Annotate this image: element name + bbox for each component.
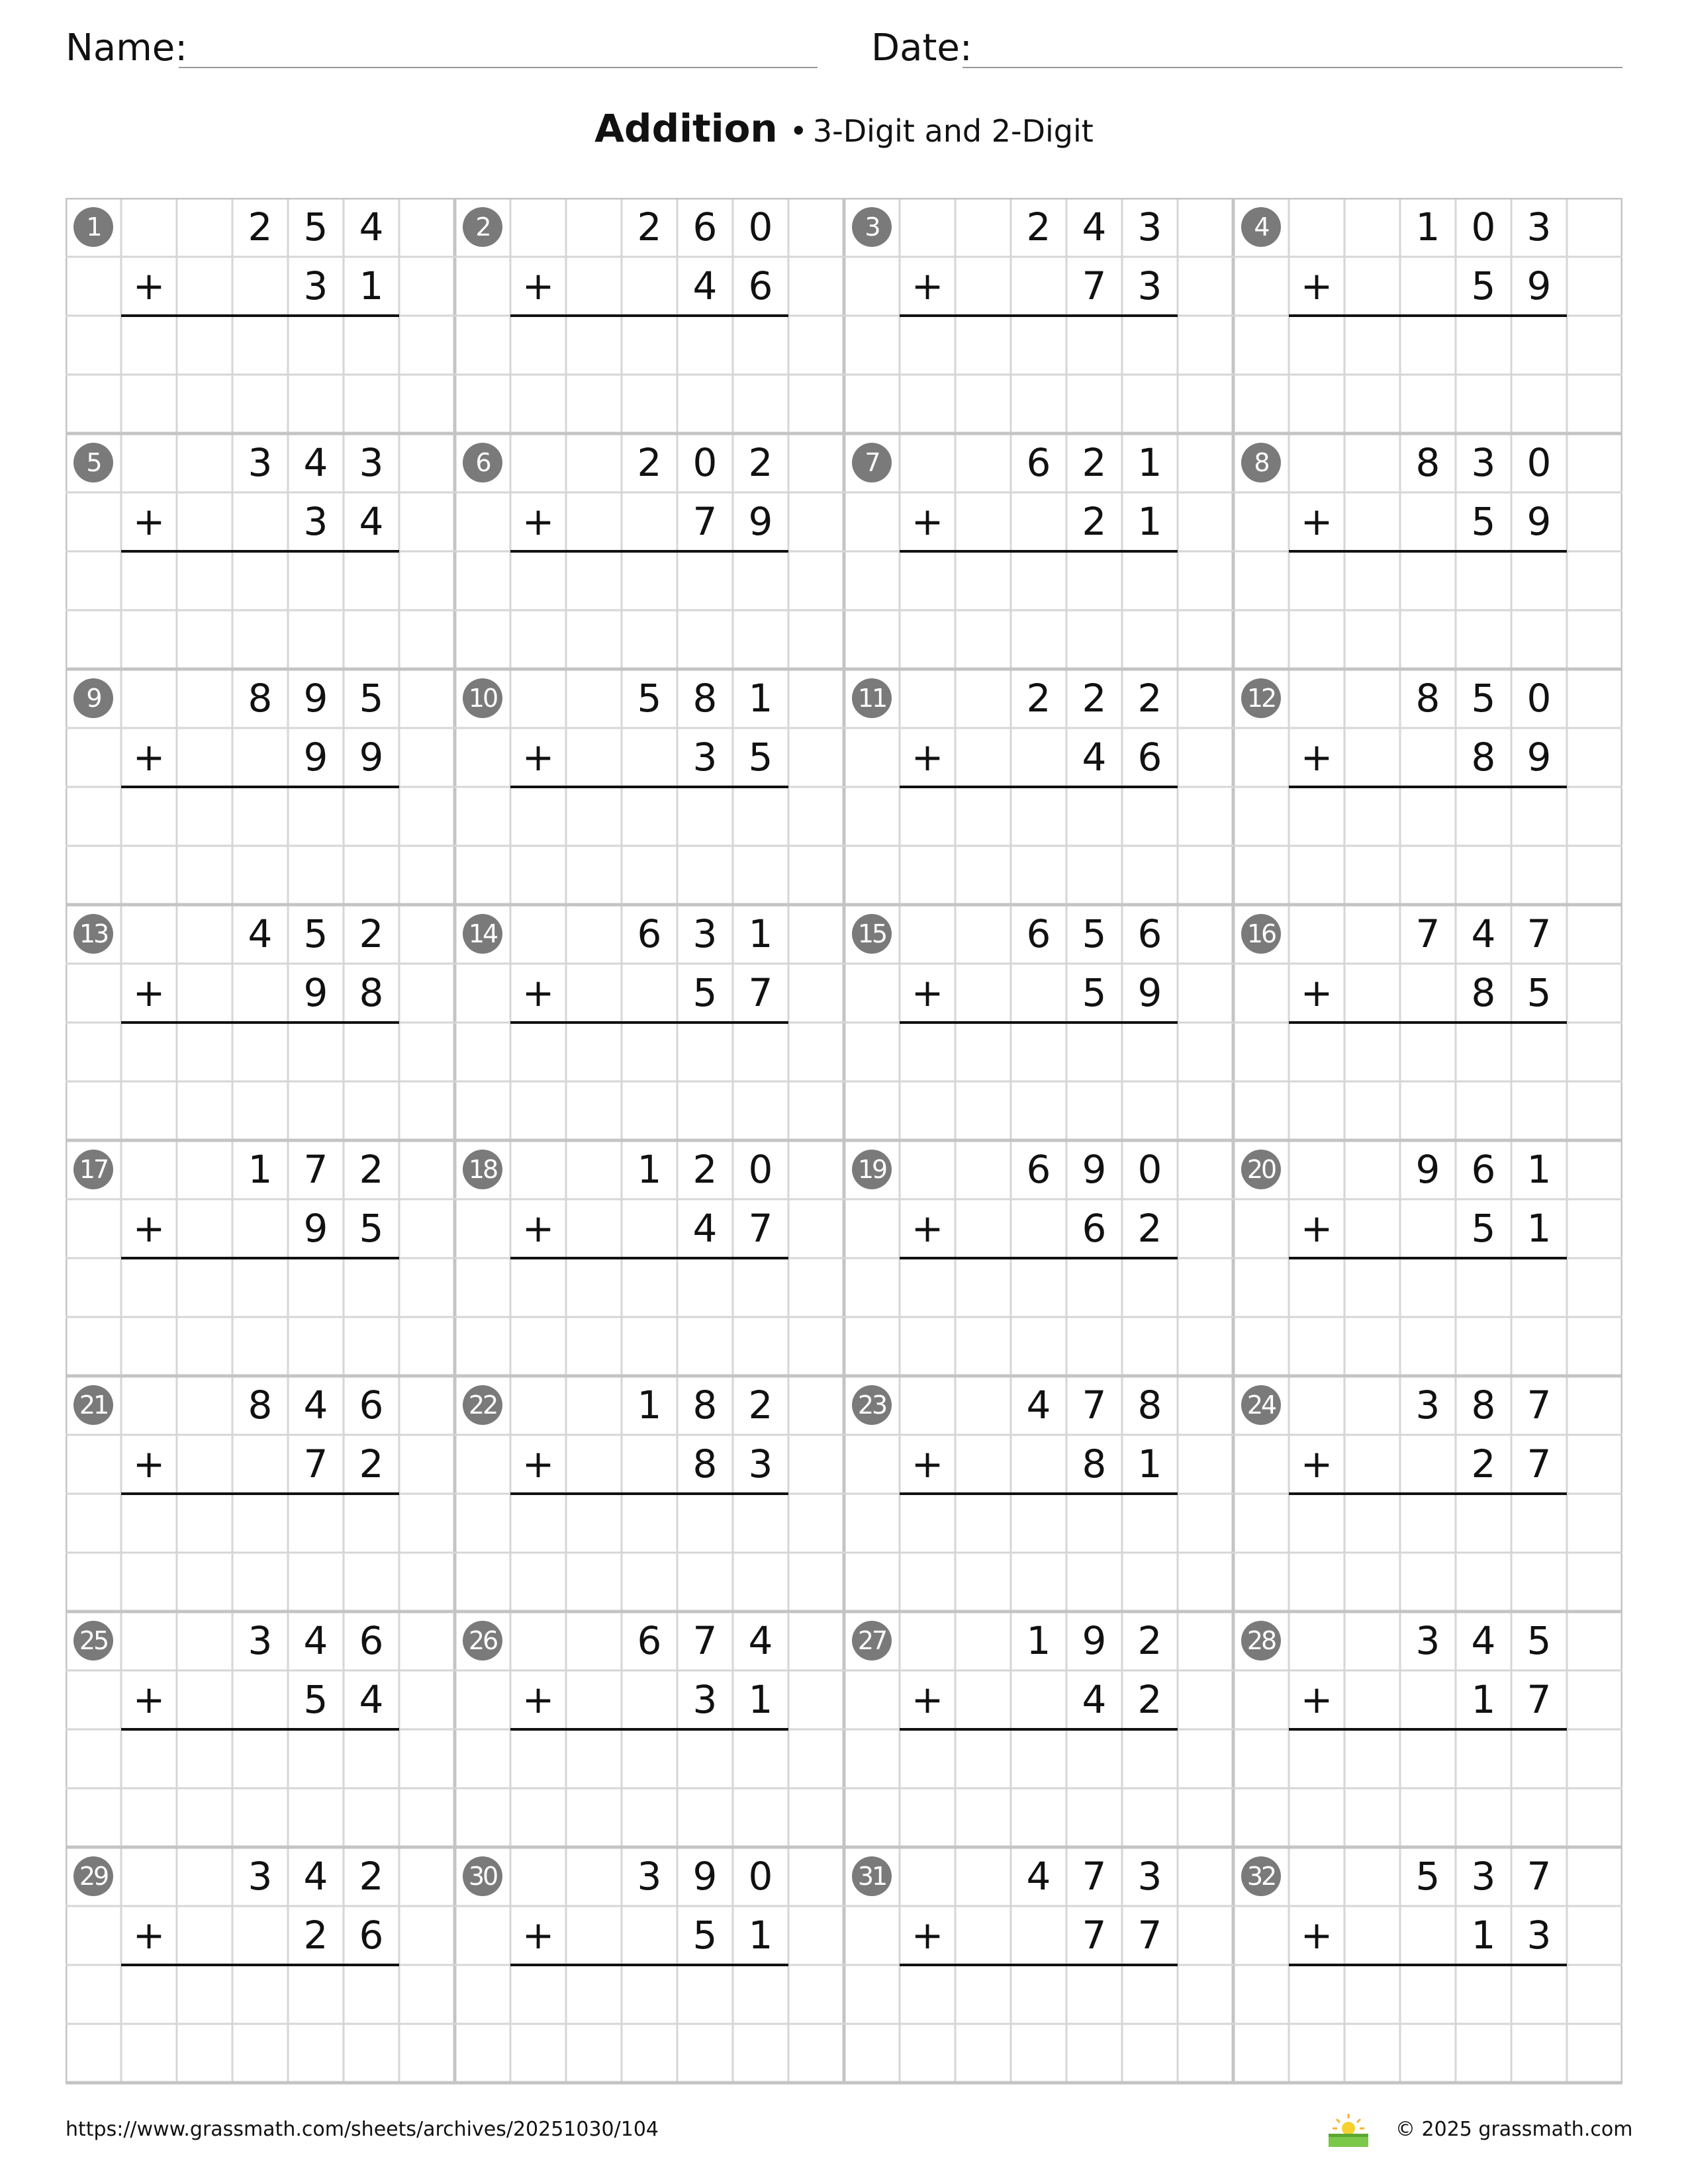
bottom-addend-digit: 7 [1082,263,1107,308]
top-addend-digit: 2 [1137,676,1162,721]
footer-copyright: © 2025 grassmath.com [1395,2118,1633,2141]
bottom-addend-digit: 9 [303,1206,328,1251]
bottom-addend-digit: 5 [1526,970,1552,1015]
plus-sign: + [522,1913,555,1958]
top-addend-digit: 5 [303,911,328,956]
top-addend-digit: 1 [748,911,773,956]
top-addend-digit: 6 [1471,1147,1496,1192]
plus-sign: + [522,499,555,544]
bottom-addend-digit: 5 [748,735,773,780]
problem-number-badge: 2 [463,207,502,247]
bottom-addend-digit: 9 [1526,499,1552,544]
top-addend-digit: 8 [248,1383,273,1428]
name-field-line[interactable] [179,67,818,68]
top-addend-digit: 3 [248,1618,273,1663]
problem-number-badge: 5 [73,443,113,482]
bottom-addend-digit: 7 [1137,1913,1162,1958]
top-addend-digit: 3 [248,1854,273,1899]
top-addend-digit: 9 [1415,1147,1440,1192]
plus-sign: + [911,1913,944,1958]
problem-number-badge: 12 [1241,678,1281,718]
answer-line [900,1021,1178,1024]
problem-number-badge: 32 [1241,1856,1281,1896]
top-addend-digit: 6 [1026,911,1051,956]
top-addend-digit: 8 [1415,676,1440,721]
top-addend-digit: 6 [1026,440,1051,485]
answer-line [1289,550,1567,553]
top-addend-digit: 5 [303,205,328,250]
top-addend-digit: 9 [1082,1618,1107,1663]
bottom-addend-digit: 4 [359,499,384,544]
bottom-addend-digit: 9 [359,735,384,780]
problem-number-badge: 29 [73,1856,113,1896]
answer-line [1289,786,1567,788]
top-addend-digit: 3 [1137,1854,1162,1899]
top-addend-digit: 8 [692,676,718,721]
plus-sign: + [522,970,555,1015]
top-addend-digit: 4 [1082,205,1107,250]
bottom-addend-digit: 3 [748,1441,773,1486]
top-addend-digit: 4 [303,440,328,485]
problem-number-badge: 13 [73,914,113,954]
bottom-addend-digit: 1 [1137,1441,1162,1486]
plus-sign: + [911,735,944,780]
answer-line [900,314,1178,317]
top-addend-digit: 6 [359,1618,384,1663]
problem-number-badge: 18 [463,1150,502,1189]
top-addend-digit: 8 [1415,440,1440,485]
problem-number-badge: 3 [852,207,892,247]
bottom-addend-digit: 9 [303,970,328,1015]
problem-number-badge: 10 [463,678,502,718]
top-addend-digit: 1 [637,1147,662,1192]
top-addend-digit: 3 [1526,205,1552,250]
problem-number-badge: 7 [852,443,892,482]
answer-line [1289,1257,1567,1259]
answer-line [1289,1964,1567,1966]
bottom-addend-digit: 2 [1471,1441,1496,1486]
plus-sign: + [132,263,165,308]
top-addend-digit: 2 [637,205,662,250]
top-addend-digit: 3 [1471,1854,1496,1899]
problem-number-badge: 19 [852,1150,892,1189]
top-addend-digit: 2 [359,911,384,956]
top-addend-digit: 5 [637,676,662,721]
answer-line [900,1492,1178,1495]
plus-sign: + [911,263,944,308]
top-addend-digit: 2 [248,205,273,250]
bottom-addend-digit: 3 [692,1677,718,1722]
top-addend-digit: 4 [1026,1383,1051,1428]
bottom-addend-digit: 4 [692,1206,718,1251]
top-addend-digit: 2 [637,440,662,485]
top-addend-digit: 1 [1526,1147,1552,1192]
plus-sign: + [522,1206,555,1251]
problem-number-badge: 8 [1241,443,1281,482]
top-addend-digit: 7 [1415,911,1440,956]
date-label: Date: [871,26,972,69]
bottom-addend-digit: 2 [359,1441,384,1486]
plus-sign: + [1300,499,1333,544]
problem-number-badge: 11 [852,678,892,718]
top-addend-digit: 2 [1026,205,1051,250]
plus-sign: + [132,1206,165,1251]
title-subtitle: 3-Digit and 2-Digit [812,113,1094,149]
top-addend-digit: 2 [1082,676,1107,721]
answer-line [121,1257,399,1259]
problem-number-badge: 17 [73,1150,113,1189]
problem-number-badge: 27 [852,1621,892,1661]
answer-line [121,550,399,553]
top-addend-digit: 4 [1471,911,1496,956]
answer-line [510,550,788,553]
top-addend-digit: 4 [748,1618,773,1663]
worksheet-title [0,106,1688,151]
answer-line [121,314,399,317]
bottom-addend-digit: 9 [1526,263,1552,308]
top-addend-digit: 5 [1471,676,1496,721]
problem-number-badge: 26 [463,1621,502,1661]
top-addend-digit: 0 [1137,1147,1162,1192]
bottom-addend-digit: 7 [1082,1913,1107,1958]
answer-line [900,786,1178,788]
bottom-addend-digit: 1 [359,263,384,308]
problem-number-badge: 4 [1241,207,1281,247]
answer-line [510,1257,788,1259]
bottom-addend-digit: 7 [1526,1677,1552,1722]
top-addend-digit: 1 [1415,205,1440,250]
answer-line [510,786,788,788]
sun-over-grass-icon [1327,2111,1370,2148]
bottom-addend-digit: 7 [748,970,773,1015]
top-addend-digit: 9 [303,676,328,721]
bottom-addend-digit: 3 [692,735,718,780]
top-addend-digit: 6 [637,911,662,956]
bottom-addend-digit: 1 [1137,499,1162,544]
top-addend-digit: 4 [248,911,273,956]
problem-number-badge: 23 [852,1385,892,1425]
top-addend-digit: 6 [637,1618,662,1663]
bottom-addend-digit: 5 [359,1206,384,1251]
problem-grid [66,198,1622,2088]
top-addend-digit: 7 [692,1618,718,1663]
top-addend-digit: 4 [303,1854,328,1899]
bottom-addend-digit: 2 [303,1913,328,1958]
bottom-addend-digit: 6 [748,263,773,308]
bottom-addend-digit: 8 [359,970,384,1015]
plus-sign: + [911,1441,944,1486]
top-addend-digit: 1 [637,1383,662,1428]
top-addend-digit: 2 [1137,1618,1162,1663]
answer-line [510,314,788,317]
bottom-addend-digit: 1 [748,1677,773,1722]
answer-line [510,1492,788,1495]
top-addend-digit: 8 [692,1383,718,1428]
date-field-line[interactable] [962,67,1622,68]
bottom-addend-digit: 6 [359,1913,384,1958]
bottom-addend-digit: 3 [1526,1913,1552,1958]
bottom-addend-digit: 3 [303,263,328,308]
top-addend-digit: 2 [748,1383,773,1428]
plus-sign: + [911,499,944,544]
problem-number-badge: 9 [73,678,113,718]
bottom-addend-digit: 1 [1471,1913,1496,1958]
problem-number-badge: 21 [73,1385,113,1425]
answer-line [900,1257,1178,1259]
problem-number-badge: 22 [463,1385,502,1425]
plus-sign: + [522,1677,555,1722]
bottom-addend-digit: 5 [1471,1206,1496,1251]
bottom-addend-digit: 2 [1137,1677,1162,1722]
top-addend-digit: 7 [1082,1854,1107,1899]
bottom-addend-digit: 5 [692,970,718,1015]
answer-line [510,1728,788,1731]
plus-sign: + [522,1441,555,1486]
problem-number-badge: 31 [852,1856,892,1896]
top-addend-digit: 8 [1137,1383,1162,1428]
plus-sign: + [1300,1206,1333,1251]
plus-sign: + [132,1677,165,1722]
top-addend-digit: 3 [1415,1383,1440,1428]
answer-line [900,550,1178,553]
top-addend-digit: 3 [692,911,718,956]
top-addend-digit: 4 [359,205,384,250]
bottom-addend-digit: 9 [1526,735,1552,780]
top-addend-digit: 7 [303,1147,328,1192]
plus-sign: + [132,970,165,1015]
name-label: Name: [66,26,188,69]
bottom-addend-digit: 9 [1137,970,1162,1015]
top-addend-digit: 2 [748,440,773,485]
problem-number-badge: 6 [463,443,502,482]
bottom-addend-digit: 8 [1082,1441,1107,1486]
answer-line [121,1021,399,1024]
plus-sign: + [1300,1913,1333,1958]
top-addend-digit: 6 [359,1383,384,1428]
bottom-addend-digit: 5 [1471,263,1496,308]
bottom-addend-digit: 6 [1082,1206,1107,1251]
top-addend-digit: 2 [1026,676,1051,721]
top-addend-digit: 5 [359,676,384,721]
bottom-addend-digit: 2 [1137,1206,1162,1251]
answer-line [1289,1728,1567,1731]
answer-line [121,1964,399,1966]
top-addend-digit: 0 [1471,205,1496,250]
bottom-addend-digit: 5 [692,1913,718,1958]
plus-sign: + [1300,263,1333,308]
top-addend-digit: 3 [1415,1618,1440,1663]
answer-line [121,1728,399,1731]
answer-line [900,1964,1178,1966]
top-addend-digit: 6 [1137,911,1162,956]
top-addend-digit: 3 [1471,440,1496,485]
bottom-addend-digit: 2 [1082,499,1107,544]
top-addend-digit: 7 [1526,1383,1552,1428]
problem-number-badge: 28 [1241,1621,1281,1661]
bottom-addend-digit: 4 [359,1677,384,1722]
bottom-addend-digit: 4 [1082,1677,1107,1722]
answer-line [121,1492,399,1495]
top-addend-digit: 4 [1471,1618,1496,1663]
top-addend-digit: 4 [303,1383,328,1428]
top-addend-digit: 1 [248,1147,273,1192]
bottom-addend-digit: 9 [303,735,328,780]
bottom-addend-digit: 3 [303,499,328,544]
top-addend-digit: 2 [359,1854,384,1899]
top-addend-digit: 6 [692,205,718,250]
top-addend-digit: 7 [1082,1383,1107,1428]
top-addend-digit: 4 [303,1618,328,1663]
footer-url[interactable]: https://www.grassmath.com/sheets/archives/20251030/104 [66,2118,659,2141]
top-addend-digit: 3 [1137,205,1162,250]
answer-line [1289,314,1567,317]
bottom-addend-digit: 6 [1137,735,1162,780]
plus-sign: + [1300,970,1333,1015]
top-addend-digit: 7 [1526,1854,1552,1899]
bottom-addend-digit: 7 [303,1441,328,1486]
plus-sign: + [911,1677,944,1722]
bottom-addend-digit: 1 [1471,1677,1496,1722]
plus-sign: + [522,263,555,308]
top-addend-digit: 1 [748,676,773,721]
answer-line [510,1021,788,1024]
answer-line [121,786,399,788]
top-addend-digit: 1 [1137,440,1162,485]
top-addend-digit: 2 [692,1147,718,1192]
bottom-addend-digit: 7 [1526,1441,1552,1486]
bottom-addend-digit: 8 [1471,970,1496,1015]
problem-number-badge: 14 [463,914,502,954]
top-addend-digit: 5 [1415,1854,1440,1899]
plus-sign: + [911,970,944,1015]
top-addend-digit: 5 [1082,911,1107,956]
top-addend-digit: 0 [1526,676,1552,721]
plus-sign: + [1300,735,1333,780]
problem-number-badge: 25 [73,1621,113,1661]
bottom-addend-digit: 5 [1082,970,1107,1015]
bottom-addend-digit: 4 [692,263,718,308]
bottom-addend-digit: 7 [692,499,718,544]
top-addend-digit: 2 [1082,440,1107,485]
bottom-addend-digit: 5 [1471,499,1496,544]
plus-sign: + [132,735,165,780]
plus-sign: + [1300,1441,1333,1486]
top-addend-digit: 2 [359,1147,384,1192]
top-addend-digit: 1 [1026,1618,1051,1663]
answer-line [900,1728,1178,1731]
bottom-addend-digit: 5 [303,1677,328,1722]
top-addend-digit: 6 [1026,1147,1051,1192]
top-addend-digit: 7 [1526,911,1552,956]
title-bullet: • [789,113,808,149]
top-addend-digit: 0 [748,1854,773,1899]
top-addend-digit: 0 [748,1147,773,1192]
plus-sign: + [132,1441,165,1486]
top-addend-digit: 0 [692,440,718,485]
top-addend-digit: 3 [637,1854,662,1899]
title-main: Addition [594,106,778,151]
problem-number-badge: 24 [1241,1385,1281,1425]
bottom-addend-digit: 4 [1082,735,1107,780]
top-addend-digit: 5 [1526,1618,1552,1663]
problem-number-badge: 20 [1241,1150,1281,1189]
bottom-addend-digit: 1 [1526,1206,1552,1251]
bottom-addend-digit: 8 [692,1441,718,1486]
bottom-addend-digit: 1 [748,1913,773,1958]
problem-number-badge: 1 [73,207,113,247]
answer-line [1289,1021,1567,1024]
problem-number-badge: 15 [852,914,892,954]
top-addend-digit: 9 [692,1854,718,1899]
bottom-addend-digit: 8 [1471,735,1496,780]
plus-sign: + [522,735,555,780]
plus-sign: + [911,1206,944,1251]
answer-line [1289,1492,1567,1495]
bottom-addend-digit: 9 [748,499,773,544]
plus-sign: + [1300,1677,1333,1722]
top-addend-digit: 8 [248,676,273,721]
top-addend-digit: 3 [359,440,384,485]
answer-line [510,1964,788,1966]
plus-sign: + [132,1913,165,1958]
top-addend-digit: 3 [248,440,273,485]
top-addend-digit: 0 [748,205,773,250]
problem-number-badge: 16 [1241,914,1281,954]
problem-number-badge: 30 [463,1856,502,1896]
plus-sign: + [132,499,165,544]
top-addend-digit: 4 [1026,1854,1051,1899]
bottom-addend-digit: 7 [748,1206,773,1251]
top-addend-digit: 0 [1526,440,1552,485]
top-addend-digit: 8 [1471,1383,1496,1428]
top-addend-digit: 9 [1082,1147,1107,1192]
bottom-addend-digit: 3 [1137,263,1162,308]
